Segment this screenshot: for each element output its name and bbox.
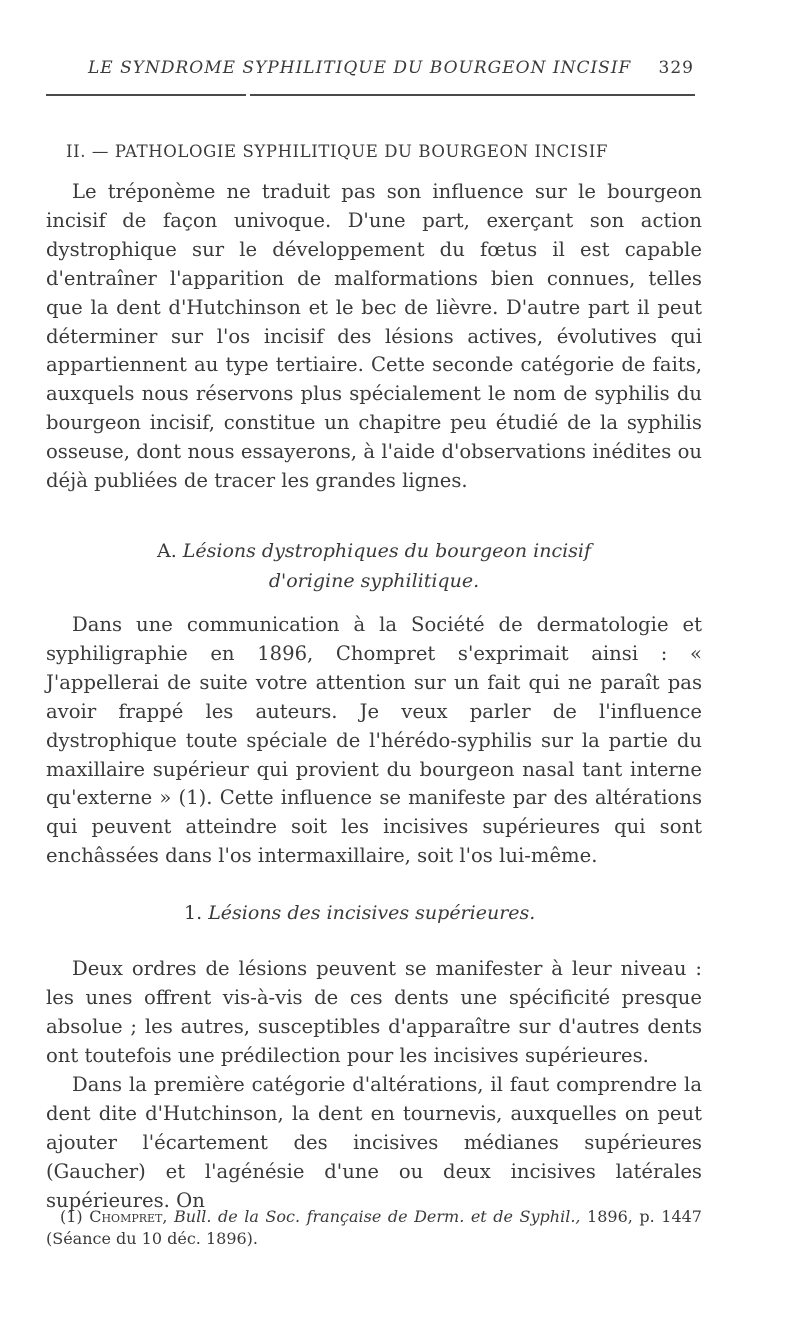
- subheading-1: [184, 902, 684, 924]
- footnote-journal: Bull. de la Soc. française de Derm. et de Syphil.,: [174, 1207, 581, 1226]
- footnote-author: Chompret,: [89, 1207, 168, 1226]
- paragraph-2: Dans une communication à la Société de dermatologie et syphiligraphie en 1896, Chompret s'exprimait ainsi : « J'appellerai de suite votre attention sur un fait qui ne paraît pas avoir frappé les auteurs. Je veux parler de l'influence dystrophique toute spéciale de l'hérédo-syphilis sur la partie du maxillaire supérieur qui provient du bourgeon nasal tant interne qu'externe » (1). Cette influence se manifeste par des altérations qui peuvent atteindre soit les incisives supérieures qui sont enchâssées dans l'os intermaxillaire, soit l'os lui-même.: [46, 613, 702, 868]
- paragraph-1: Le tréponème ne traduit pas son influence sur le bourgeon incisif de façon univoque. D'une part, exerçant son action dystrophique sur le développement du fœtus il est capable d'entraîner l'apparition de malformations bien connues, telles que la dent d'Hutchinson et le bec de lièvre. D'autre part il peut déterminer sur l'os incisif des lésions actives, évolutives qui appartiennent au type tertiaire. Cette seconde catégorie de faits, auxquels nous réservons plus spécialement le nom de syphilis du bourgeon incisif, constitue un chapitre peu étudié de la syphilis osseuse, dont nous essayerons, à l'aide d'observations inédites ou déjà publiées de tracer les grandes lignes.: [46, 180, 702, 493]
- subheading-a-line2: d'origine syphilitique.: [268, 570, 480, 592]
- header-rule-left: [46, 94, 246, 96]
- header-rule-right: [250, 94, 695, 96]
- paragraph-3: Deux ordres de lésions peuvent se manifester à leur niveau : les unes offrent vis-à-vis de ces dents une spécificité presque absolue ; les autres, susceptibles d'apparaître sur d'autres dents ont toutefois une prédilection pour les incisives supérieures.: [46, 957, 702, 1067]
- subheading-a-label: A.: [156, 540, 177, 562]
- subheading-a-line1: Lésions dystrophiques du bourgeon incisif: [182, 540, 592, 562]
- footnote-rest: 1896, p. 1447 (Séance du 10 déc. 1896).: [46, 1207, 702, 1248]
- subheading-1-label: 1.: [184, 902, 203, 924]
- paragraph-4: Dans la première catégorie d'altérations, il faut comprendre la dent dite d'Hutchinson, la dent en tournevis, auxquelles on peut ajouter l'écartement des incisives médianes supérieures (Gaucher) et l'agénésie d'une ou deux incisives latérales supérieures. On: [46, 1073, 702, 1212]
- subheading-a: [46, 536, 702, 596]
- page-number: 329: [658, 58, 694, 78]
- footnote-marker: (1): [60, 1207, 83, 1226]
- subheading-1-text: Lésions des incisives supérieures.: [208, 902, 536, 924]
- footnote: [46, 1206, 702, 1250]
- running-head-title: LE SYNDROME SYPHILITIQUE DU BOURGEON INCISIF: [88, 58, 632, 78]
- section-title: II. — PATHOLOGIE SYPHILITIQUE DU BOURGEON INCISIF: [66, 142, 609, 161]
